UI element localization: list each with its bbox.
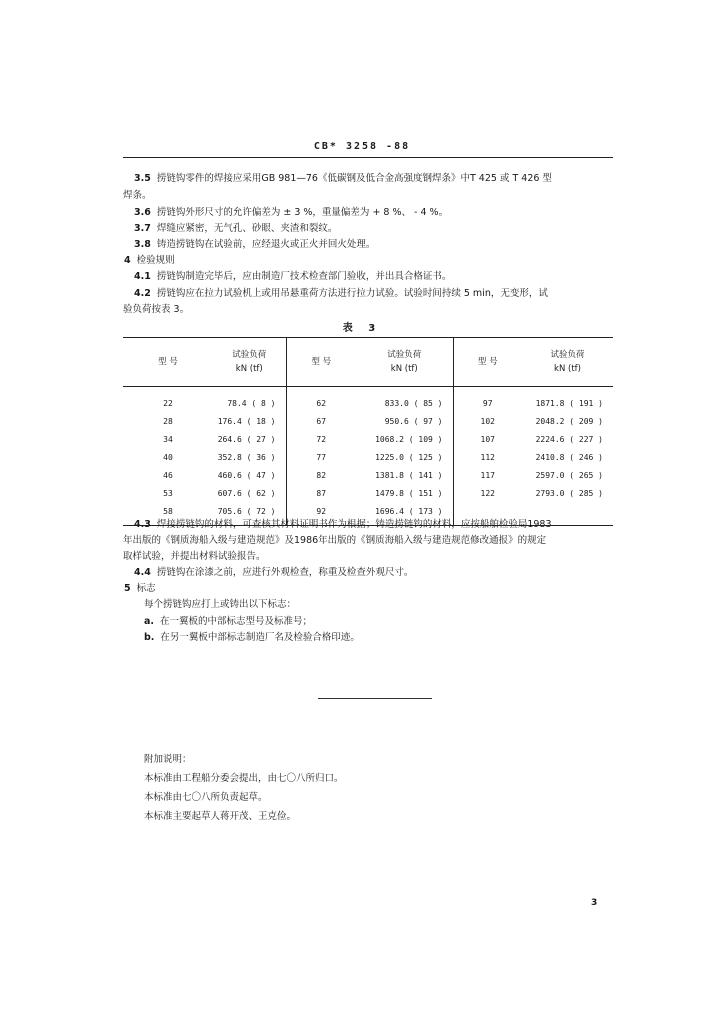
section-number: 4 <box>124 255 131 266</box>
cell-model: 87 <box>316 488 327 498</box>
cell-model: 117 <box>480 470 495 480</box>
clause-3-7 <box>134 221 337 237</box>
clause-4-4 <box>134 565 413 581</box>
page-number: 3 <box>591 898 598 908</box>
header-model: 型 号 <box>286 338 356 387</box>
cell-model: 92 <box>286 502 356 526</box>
clause-number: 4.4 <box>134 567 151 578</box>
clause-3-5-continued: 焊条。 <box>123 190 152 201</box>
clause-text: 捞链钩在涂漆之前，应进行外观检查，称重及检查外观尺寸。 <box>156 567 414 578</box>
cell-load: 2597.0 ( 265 ) <box>535 470 603 480</box>
table-row <box>123 412 613 430</box>
section-title: 标志 <box>136 583 156 594</box>
item-text: 在另一翼板中部标志制造厂名及检验合格印迹。 <box>160 632 360 643</box>
table-header-row <box>123 338 613 387</box>
cell-model: 58 <box>123 502 213 526</box>
cell-model: 122 <box>480 488 495 498</box>
clause-4-2 <box>134 286 548 302</box>
cell-load: 2793.0 ( 285 ) <box>535 488 603 498</box>
cell-model: 102 <box>480 416 495 426</box>
notes-title: 附加说明： <box>144 754 192 765</box>
notes-line: 本标准主要起草人蒋开茂、王克俭。 <box>144 811 297 822</box>
marking-item-b <box>144 630 360 646</box>
clause-4-3 <box>134 517 552 533</box>
cell-load: 833.0 ( 85 ) <box>356 387 453 413</box>
clause-number: 4.2 <box>134 288 151 299</box>
cell-model: 34 <box>163 434 173 444</box>
cell-load: 1381.8 ( 141 ) <box>356 466 453 484</box>
clause-number: 3.7 <box>134 223 151 234</box>
cell-load: 78.4 ( 8 ) <box>213 387 286 413</box>
notes-line: 本标准由工程船分委会提出，由七〇八所归口。 <box>144 773 344 784</box>
cell-load: 2048.2 ( 209 ) <box>535 416 603 426</box>
notes-line: 本标准由七〇八所负责起草。 <box>144 792 268 803</box>
section-title: 检验规则 <box>136 255 175 266</box>
clause-text: 捞链钩零件的焊接应采用GB 981—76《低碳钢及低合金高强度钢焊条》中T 425 或 T 426 型 <box>156 173 552 184</box>
clause-number: 3.6 <box>134 207 151 218</box>
table-row <box>123 466 613 484</box>
clause-3-5 <box>134 171 552 187</box>
header-test-load <box>213 338 286 387</box>
cell-model: 28 <box>163 416 173 426</box>
marking-item-a <box>144 614 312 630</box>
cell-load: 264.6 ( 27 ) <box>213 430 286 448</box>
header-test-load-unit: kN (tf) <box>554 364 581 374</box>
item-marker: b. <box>144 632 155 643</box>
header-test-load-label: 试验负荷 <box>387 350 422 360</box>
clause-text: 焊缝应紧密，无气孔、砂眼、夹渣和裂纹。 <box>156 223 338 234</box>
clause-number: 3.8 <box>134 239 151 250</box>
standard-code-header: CB* 3258 -88 <box>313 141 411 152</box>
cell-load: 1225.0 ( 125 ) <box>356 448 453 466</box>
cell-load: 705.6 ( 72 ) <box>213 502 286 526</box>
table-row <box>123 484 613 502</box>
cell-load: 176.4 ( 18 ) <box>213 412 286 430</box>
clause-3-6 <box>134 205 448 221</box>
clause-4-3-continued: 年出版的《钢质海船入级与建造规范》及1986年出版的《钢质海船入级与建造规范修改通报》的规定 <box>123 535 547 546</box>
clause-text: 捞链钩应在拉力试验机上或用吊悬重荷方法进行拉力试验。试验时间持续 5 min，无变形，试 <box>156 288 548 299</box>
header-model: 型 号 <box>123 338 213 387</box>
header-test-load <box>356 338 453 387</box>
header-test-load-label: 试验负荷 <box>232 350 267 360</box>
cell-model: 97 <box>482 398 493 408</box>
header-rule <box>123 157 613 158</box>
clause-text: 焊接捞链钩的材料，可查核其材料证明书作为根据；铸造捞链钩的材料，应按船舶检验局1983 <box>156 519 552 530</box>
section-number: 5 <box>124 583 131 594</box>
cell-load: 607.6 ( 62 ) <box>213 484 286 502</box>
clause-text: 捞链钩制造完毕后，应由制造厂技术检查部门验收，并出具合格证书。 <box>156 271 452 282</box>
header-test-load <box>522 338 613 387</box>
cell-load: 1871.8 ( 191 ) <box>535 398 603 408</box>
header-model: 型 号 <box>453 338 522 387</box>
header-test-load-unit: kN (tf) <box>235 364 263 374</box>
clause-4-3-continued: 取样试验，并提出材料试验报告。 <box>123 551 266 562</box>
cell-model: 53 <box>163 488 173 498</box>
cell-load: 2410.8 ( 246 ) <box>535 452 603 462</box>
cell-model: 77 <box>316 452 327 462</box>
header-test-load-label: 试验负荷 <box>550 350 585 360</box>
table-row <box>123 387 613 413</box>
cell-model: 46 <box>163 470 173 480</box>
cell-model: 82 <box>316 470 327 480</box>
cell-load: 950.6 ( 97 ) <box>356 412 453 430</box>
cell-model: 67 <box>316 416 327 426</box>
clause-text: 铸造捞链钩在试验前，应经退火或正火并回火处理。 <box>156 239 376 250</box>
cell-model: 112 <box>480 452 495 462</box>
clause-number: 4.3 <box>134 519 151 530</box>
table-row <box>123 430 613 448</box>
clause-4-1 <box>134 269 451 285</box>
cell-model: 22 <box>163 398 173 408</box>
item-marker: a. <box>144 616 155 627</box>
cell-model: 62 <box>316 398 327 408</box>
cell-load: 2224.6 ( 227 ) <box>535 434 603 444</box>
cell-load: 1068.2 ( 109 ) <box>356 430 453 448</box>
section-4-heading <box>124 253 175 269</box>
table-3-caption: 表 3 <box>342 323 382 334</box>
clause-number: 3.5 <box>134 173 151 184</box>
clause-4-2-continued: 验负荷按表 3。 <box>123 304 190 315</box>
cell-model: 40 <box>163 452 173 462</box>
clause-number: 4.1 <box>134 271 151 282</box>
test-load-table <box>123 337 613 526</box>
header-test-load-unit: kN (tf) <box>390 364 418 374</box>
item-text: 在一翼板的中部标志型号及标准号； <box>160 616 313 627</box>
cell-load: 1479.8 ( 151 ) <box>356 484 453 502</box>
marking-intro: 每个捞链钩应打上或铸出以下标志： <box>144 599 297 610</box>
cell-load: 1696.4 ( 173 ) <box>356 502 453 526</box>
cell-load: 460.6 ( 47 ) <box>213 466 286 484</box>
cell-load: 352.8 ( 36 ) <box>213 448 286 466</box>
clause-text: 捞链钩外形尺寸的允许偏差为 ± 3 %，重量偏差为 + 8 %、 - 4 %。 <box>156 207 449 218</box>
cell-model: 107 <box>480 434 495 444</box>
end-of-text-rule <box>318 698 432 699</box>
section-5-heading <box>124 581 156 597</box>
table-row <box>123 448 613 466</box>
clause-3-8 <box>134 237 375 253</box>
cell-model: 72 <box>316 434 327 444</box>
additional-notes <box>144 750 344 826</box>
